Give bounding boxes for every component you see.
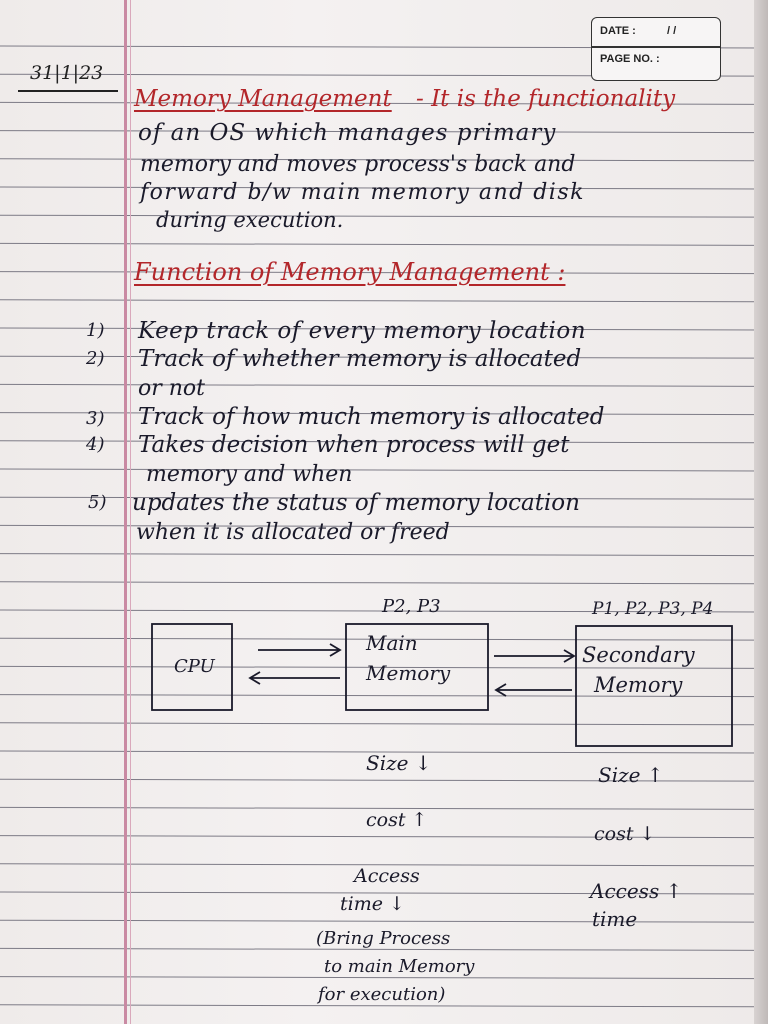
main-processes-label: P2, P3 bbox=[382, 596, 441, 617]
main-memory-label-2: Memory bbox=[366, 661, 451, 685]
cpu-label: CPU bbox=[174, 656, 215, 677]
date-label: DATE : bbox=[600, 25, 636, 37]
main-to-secondary-arrow bbox=[494, 650, 574, 662]
secondary-memory-label-1: Secondary bbox=[582, 643, 695, 667]
main-access-label-2: time ↓ bbox=[340, 893, 405, 915]
item-3-number: 3) bbox=[86, 408, 105, 429]
cpu-to-main-arrow bbox=[258, 644, 340, 656]
item-1-text: Keep track of every memory location bbox=[138, 318, 587, 344]
definition-term: Memory Management bbox=[134, 86, 392, 112]
main-cost-label: cost ↑ bbox=[366, 809, 428, 831]
item-3-text: Track of how much memory is allocated bbox=[138, 404, 605, 430]
written-date: 31|1|23 bbox=[30, 62, 104, 84]
item-2-text-cont: or not bbox=[138, 376, 206, 401]
secondary-size-label: Size ↑ bbox=[598, 763, 664, 787]
item-4-text-cont: memory and when bbox=[146, 462, 353, 487]
main-note-line-2: to main Memory bbox=[324, 956, 475, 977]
secondary-access-label-1: Access ↑ bbox=[590, 879, 683, 903]
item-2-number: 2) bbox=[86, 348, 105, 369]
definition-line-2: of an OS which manages primary bbox=[138, 120, 557, 146]
definition-line-4: forward b/w main memory and disk bbox=[140, 180, 585, 205]
secondary-access-label-2: time bbox=[592, 907, 638, 931]
main-size-label: Size ↓ bbox=[366, 751, 432, 775]
item-4-text: Takes decision when process will get bbox=[138, 432, 570, 458]
definition-line-1: - It is the functionality bbox=[416, 86, 676, 112]
item-5-number: 5) bbox=[88, 492, 107, 513]
secondary-cost-label: cost ↓ bbox=[594, 823, 656, 845]
item-1-number: 1) bbox=[86, 320, 105, 341]
main-access-label-1: Access bbox=[354, 865, 420, 887]
page-no-label: PAGE NO. : bbox=[600, 53, 660, 65]
date-value: / / bbox=[667, 25, 677, 37]
main-to-cpu-arrow bbox=[250, 672, 340, 684]
item-5-text: updates the status of memory location bbox=[132, 490, 580, 516]
item-5-text-cont: when it is allocated or freed bbox=[136, 520, 450, 545]
item-4-number: 4) bbox=[86, 434, 105, 455]
secondary-processes-label: P1, P2, P3, P4 bbox=[592, 599, 714, 619]
secondary-memory-label-2: Memory bbox=[594, 673, 683, 697]
main-note-line-1: (Bring Process bbox=[316, 928, 451, 949]
secondary-to-main-arrow bbox=[496, 684, 572, 696]
item-2-text: Track of whether memory is allocated bbox=[138, 346, 582, 372]
definition-line-3: memory and moves process's back and bbox=[140, 152, 576, 177]
functions-heading: Function of Memory Management : bbox=[134, 258, 566, 286]
definition-line-5: during execution. bbox=[156, 208, 344, 232]
main-note-line-3: for execution) bbox=[318, 984, 446, 1005]
main-memory-label-1: Main bbox=[366, 631, 418, 655]
